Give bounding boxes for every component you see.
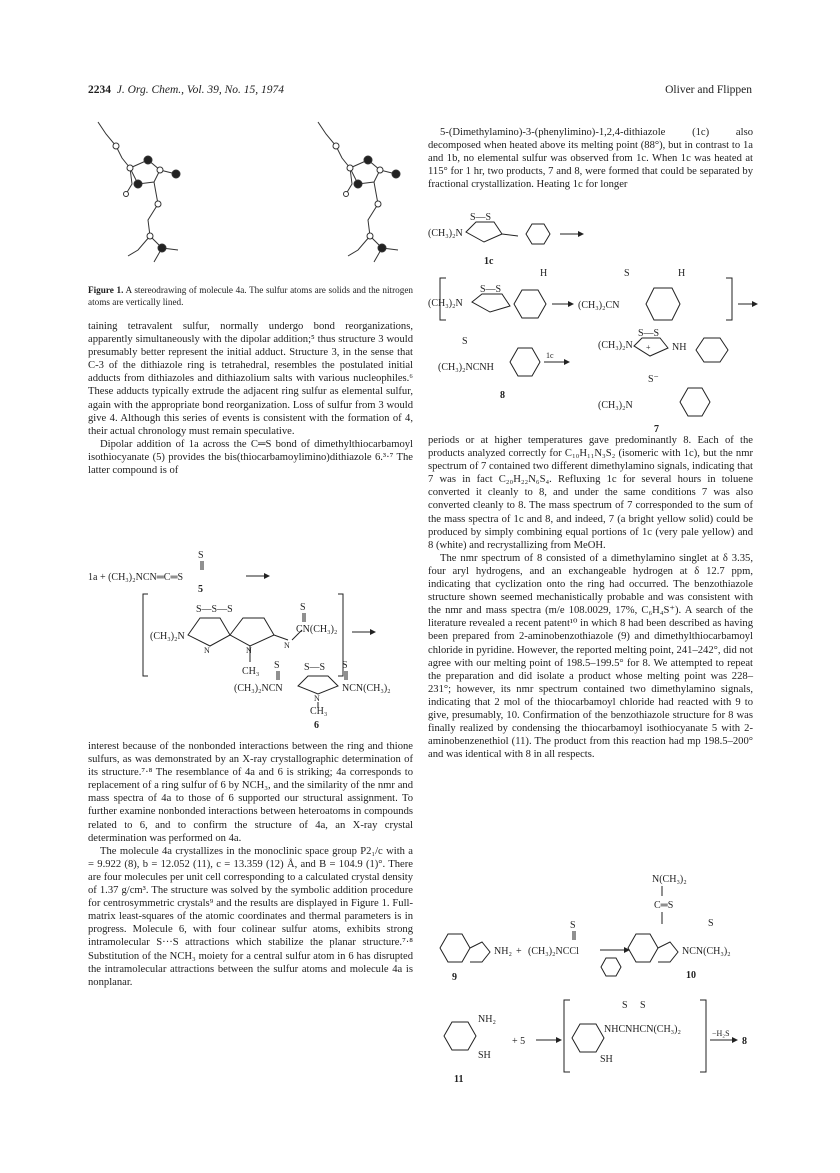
s-label: S [708,918,714,929]
s-label: S [570,920,576,931]
journal-citation: 2234 J. Org. Chem., Vol. 39, No. 15, 1974 [88,84,285,96]
n-label: N [314,694,320,703]
reactants: 1a + (CH₃)₂NCN═C═S [88,572,184,583]
me2n-label: (CH₃)₂N [428,298,463,309]
nh-label: NH [672,342,687,353]
n-label: N [284,641,290,650]
paragraph: The molecule 4a crystallizes in the monoclinic space group P2₁/c with a = 9.922 (8), b = 12.052 (11), c = 13.359 (12) Å, and B = 104.9 (1)°. There are four molecules per unit cell corresponding to a calculated crystal density of 1.37 g/cm³. The structure was solved by the symbolic addition procedure for centrosymmetric crystals⁹ and the results are displayed in Figure 1. Full-matrix least-squares of the atomic coordinates and thermal parameters is in progress. Molecule 6, with four colinear sulfur atoms, exhibits strong intramolecular S···S attractions which stabilize the planar structure.⁷·⁸ Substitution of the NCH₃ moiety for a central sulfur atom in 6 has disrupted the intramolecular attractions between the sulfur atoms and molecule 4a is nonplanar. [88,845,413,988]
compound-7-label: 7 [654,424,659,435]
compound-8-label: 8 [742,1036,747,1047]
paragraph: taining tetravalent sulfur, normally undergo bond reorganizations, apparently simultaneously with the dipolar addition;⁵ thus structure 3 would presumably better represent the initial adduct. Structure 3, in the sense that C-3 of the dithiazole ring is tetrahedral, resembles the postulated initial adducts from dithiazoles and dithiazolium salts with various nucleophiles.⁶ These adducts typically extrude the adjacent ring sulfur as elemental sulfur, again with the appropriate bond reorganization. Loss of sulfur from 3 would give 4. Although this series of events is consistent with the formation of 4, their actual chronology must remain speculative. [88,321,413,437]
int-me2n: (CH₃)₂N [150,631,185,642]
me2n-label: (CH₃)₂N [598,400,633,411]
s-label: S [640,1000,646,1011]
stereo-view-left [98,122,180,262]
reagent-label: (CH₃)₂NCCl [528,946,579,957]
right-col-block-2 [428,434,753,761]
scheme-aminobenzothiazole [428,872,753,1094]
left-col-block-2 [88,740,413,989]
figure-1-stereodrawing [88,112,413,282]
plus-label: + [646,343,651,352]
s-label: S [462,336,468,347]
scheme-1c-thermolysis [428,212,753,435]
scheme-isothiocyanate-addition [88,548,413,731]
nh2-label: NH₂ [494,946,512,957]
s-label: S [622,1000,628,1011]
s-label: S [274,660,280,671]
minus-h2s-label: −H₂S [712,1029,730,1038]
ncn-label: NCN(CH₃)₂ [682,946,731,957]
paragraph: interest because of the nonbonded interactions between the ring and thione sulfurs, as was demonstrated by an X-ray crystallographic determination of its structure.⁷·⁸ The resemblance of 4a and 6 is striking; 4a corresponds to replacement of a ring sulfur of 6 by NCH₃, and the similarity of the nmr and mass spectra of 4a to those of 6 supported our structural assignment. To further examine nonbonded interactions between heteroatoms in compounds related to 6, and to confirm the structure of 4a, an X-ray crystal determination was performed on 4a. [88,741,413,844]
me2cn-label: (CH₃)₂CN [578,300,620,311]
product-ss: S—S [304,662,326,673]
me2n-label: (CH₃)₂N [598,340,633,351]
nh2-label: NH₂ [478,1014,496,1025]
product-right: NCN(CH₃)₂ [342,683,391,694]
compound-10-label: 10 [686,970,696,981]
left-col-block-1 [88,320,413,477]
s-label: S [342,660,348,671]
int-ring-s: S—S—S [196,604,233,615]
figure-1-caption: Figure 1. A stereodrawing of molecule 4a. The sulfur atoms are solids and the nitrogen atoms are vertically lined. [88,285,414,307]
h-label: H [678,268,686,279]
sh-label: SH [600,1054,613,1065]
n-label: N [204,646,210,655]
compound-9-label: 9 [452,972,457,983]
s-minus-label: S⁻ [648,374,659,385]
n-label: N [246,646,252,655]
ring-ss: S—S [638,328,660,339]
ring-ss: S—S [470,212,492,223]
int-cnme2: CN(CH₃)₂ [296,624,338,635]
s-label: S [624,268,630,279]
ring-ss: S—S [480,284,502,295]
paragraph: Dipolar addition of 1a across the C═S bond of dimethylthiocarbamoyl isothiocyanate (5) provides the bis(thiocarbamoylimino)dithiazole 6.³·⁷ The latter compound is of [88,438,413,477]
s-label: S [198,550,204,561]
compound-8-label: 8 [500,390,505,401]
me2n-label: (CH₃)₂N [428,228,463,239]
plus-label: + [516,946,522,957]
compound-11-label: 11 [454,1074,464,1085]
stereo-view-right [318,122,400,262]
plus-5-label: + 5 [512,1036,526,1047]
compound-1c-label: 1c [484,256,494,267]
me2nc-label: (CH₃)₂NCNH [438,362,494,373]
h-label: H [540,268,548,279]
int-ch3: CH₃ [242,666,260,677]
bracket-text: NHCNHCN(CH₃)₂ [604,1024,681,1035]
s-label: S [300,602,306,613]
paragraph: 5-(Dimethylamino)-3-(phenylimino)-1,2,4-dithiazole (1c) also decomposed when heated above its melting point (88°), but in contrast to 1a and 1b, no elemental sulfur was observed from 1c. When 1c was heated at 115° for 1 hr, two products, 7 and 8, were formed that could be separated by fractional crystallization. Heating 1c for longer [428,127,753,191]
authors: Oliver and Flippen [665,84,752,96]
page-header [88,84,752,102]
arrow-label: 1c [546,351,554,360]
paragraph: The nmr spectrum of 8 consisted of a dimethylamino singlet at δ 3.35, four aryl hydrogens, and an exchangeable hydrogen at δ 12.7 ppm, indicating that cyclization onto the ring had occurred. The benzothiazole structure shown seemed mechanistically probable and was consistent with the nmr and mass spectra (m/e 108.0029, 17%, C₆H₄S⁺). A search of the literature revealed a recent patent¹⁰ in which 8 had been described as having been prepared from 2-aminobenzothiazole (9) and dimethylthiocarbamoyl chloride in pyridine. However, the reported melting point, 241–242°, did not agree with our melting point of 198.5–199.5° for 8. We attempted to repeat the preparation and did isolate a product whose melting point was 228–231°; however, its nmr spectrum contained two dimethylamino signals, indicating that 2 mol of the thiocarbamoyl chloride had reacted with 9 to give, presumably, 10. Confirmation of the benzothiazole structure for 8 was finally realized by condensing the thiocarbamoyl isothiocyanate 5 with 2-aminobenzenethiol (11). The product from this reaction had mp 198.5–200° and was identical with 8 in all respects. [428,552,753,761]
product-ch3: CH₃ [310,706,328,717]
product-left: (CH₃)₂NCN [234,683,283,694]
sh-label: SH [478,1050,491,1061]
nme2-label: N(CH₃)₂ [652,874,687,885]
compound-6-label: 6 [314,720,319,731]
right-col-block-1 [428,126,753,191]
paragraph: periods or at higher temperatures gave predominantly 8. Each of the products analyzed correctly for C₁₀H₁₁N₃S₂ (isomeric with 1c), but the nmr spectrum of 7 contained two different dimethylamino signals, indicating that 7 was in fact C₂₀H₂₂N₆S₄. Refluxing 1c for several hours in toluene converted it cleanly to 8, and under the same conditions 7 was also converted cleanly to 8. The mass spectrum of 7 corresponded to the sum of the mass spectra of 1c and 8, and indeed, 7 (a bright yellow solid) could be produced by simply combining equal portions of 1c (very pale yellow) and 8 (white) and recrystallizing from MeOH. [428,435,753,551]
cs-label: C═S [654,900,674,911]
compound-5-label: 5 [198,584,203,595]
